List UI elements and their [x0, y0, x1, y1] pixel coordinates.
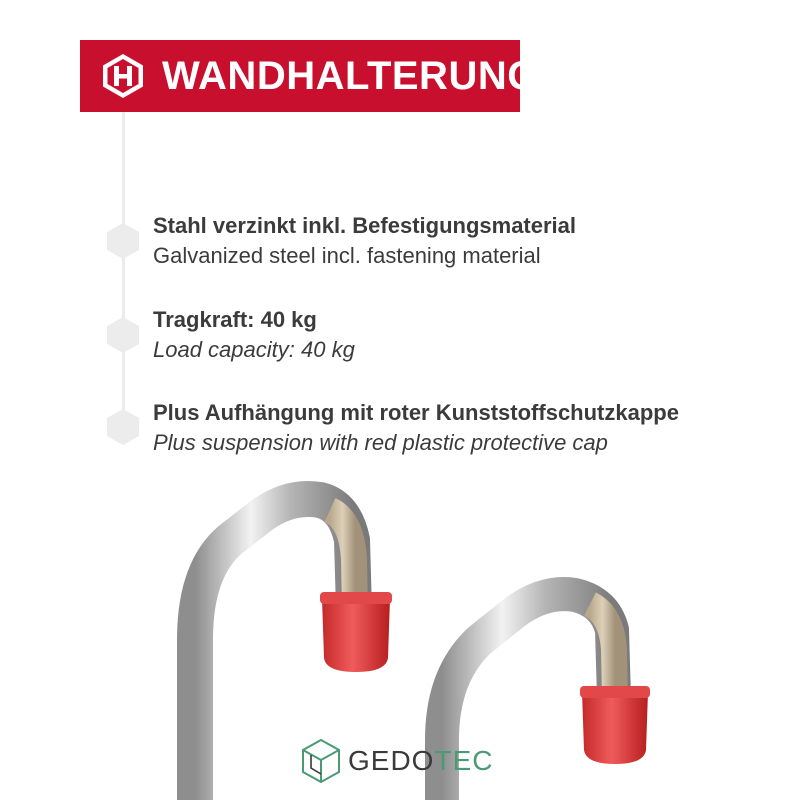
brand-name-part1: GEDO: [348, 745, 435, 776]
hexagon-bullet-icon: [106, 222, 140, 260]
hexagon-bullet-icon: [106, 408, 140, 446]
feature-text-en: Galvanized steel incl. fastening material: [153, 243, 541, 268]
brand-name-part2: TEC: [434, 745, 494, 776]
header-banner: [80, 40, 539, 112]
feature-text-en: Load capacity: 40 kg: [153, 337, 355, 362]
feature-title-de: Tragkraft: 40 kg: [153, 307, 317, 332]
gedotec-cube-logo-icon: [300, 738, 342, 784]
brand-logo: [300, 736, 493, 786]
feature-item: [153, 211, 780, 271]
feature-item: [153, 398, 780, 458]
feature-text-en: Plus suspension with red plastic protective cap: [153, 430, 608, 455]
page-title: WANDHALTERUNG: [162, 53, 539, 98]
feature-title-de: Plus Aufhängung mit roter Kunststoffschutzkappe: [153, 400, 679, 425]
hexagon-bullet-icon: [106, 316, 140, 354]
hex-h-logo-icon: [98, 51, 148, 101]
feature-title-de: Stahl verzinkt inkl. Befestigungsmaterial: [153, 213, 577, 238]
feature-item: [153, 305, 780, 365]
timeline-line: [122, 112, 125, 440]
